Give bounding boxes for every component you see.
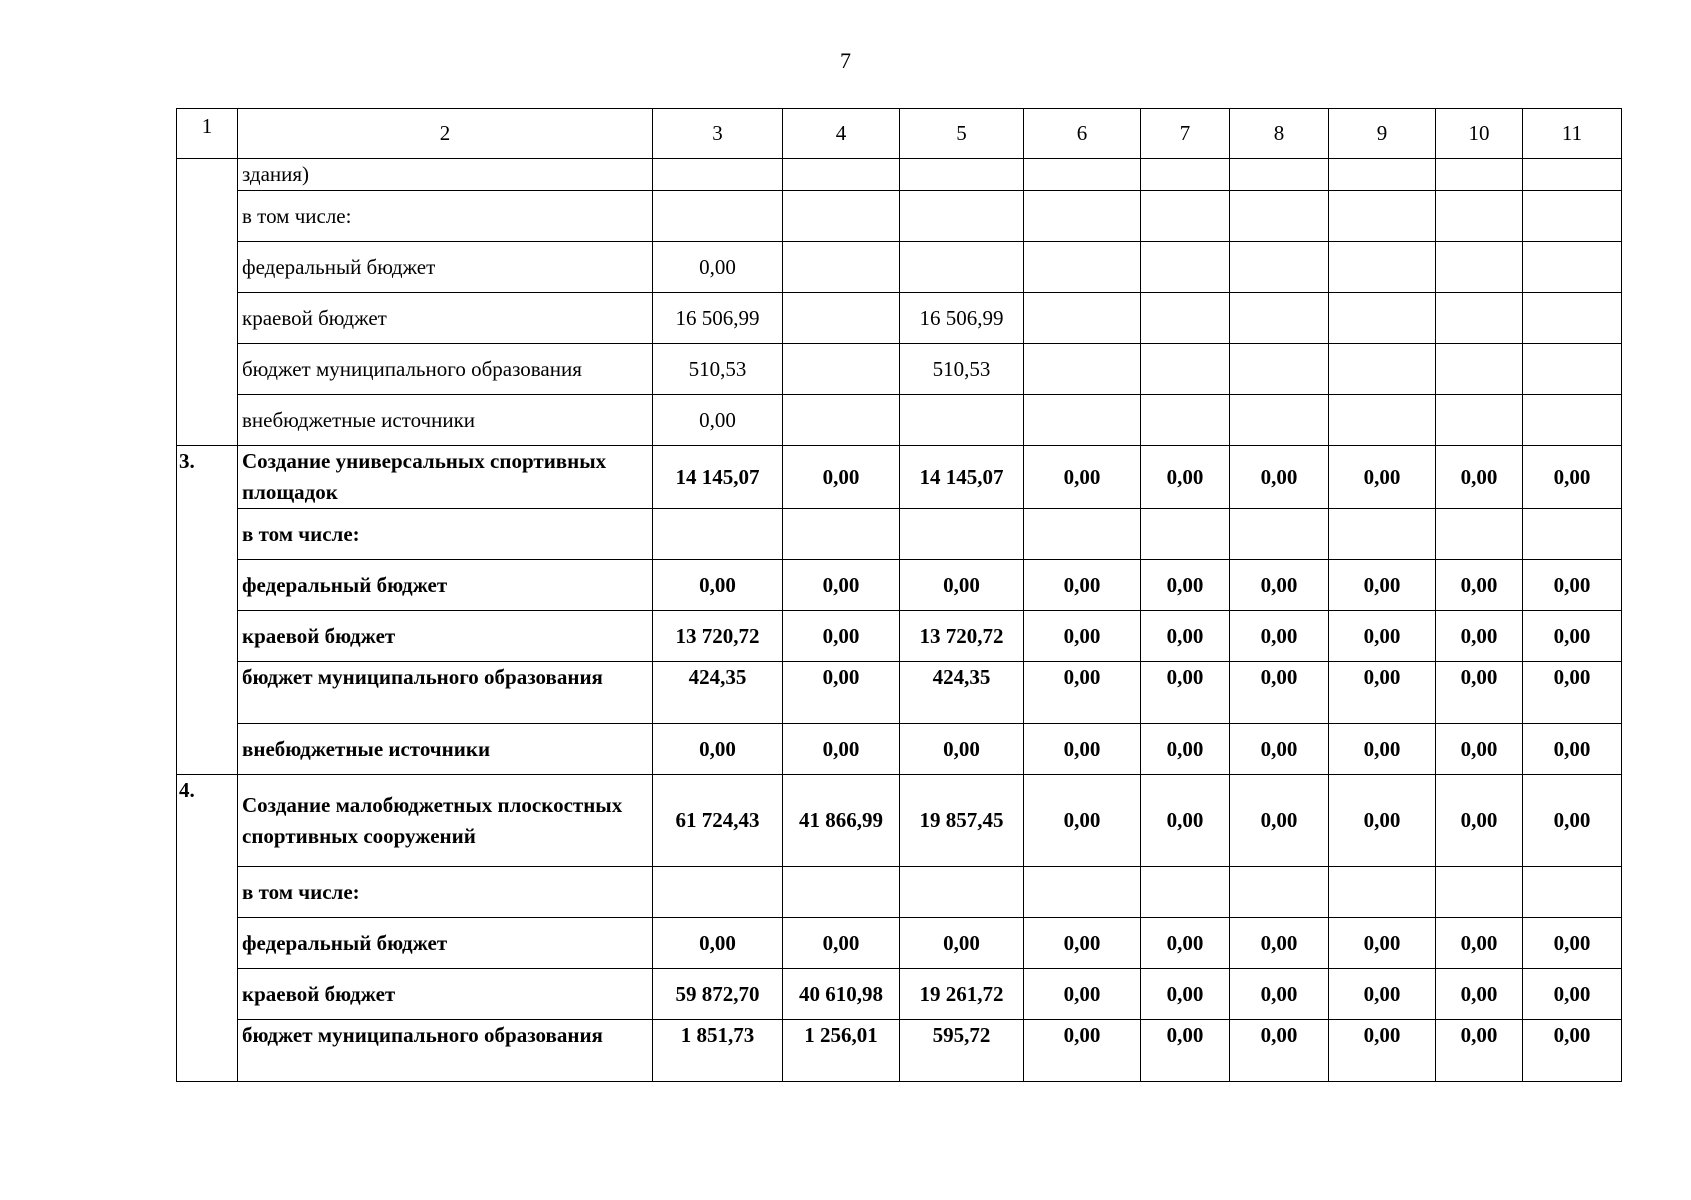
value-cell: 0,00 [1329,611,1436,662]
column-header: 8 [1230,109,1329,159]
value-cell: 0,00 [1523,969,1622,1020]
value-cell: 0,00 [900,918,1024,969]
value-cell [653,159,783,191]
value-cell [1230,867,1329,918]
column-header: 5 [900,109,1024,159]
value-cell: 0,00 [653,724,783,775]
value-cell: 41 866,99 [783,775,900,867]
value-cell [1329,191,1436,242]
value-cell: 595,72 [900,1020,1024,1082]
value-cell: 0,00 [1436,446,1523,509]
value-cell: 0,00 [1436,662,1523,724]
value-cell [1436,344,1523,395]
value-cell: 0,00 [1329,662,1436,724]
row-label: в том числе: [238,191,653,242]
table-row [177,242,1622,293]
value-cell [783,395,900,446]
value-cell [1141,293,1230,344]
value-cell: 0,00 [1436,611,1523,662]
value-cell: 0,00 [1141,446,1230,509]
value-cell [783,509,900,560]
value-cell: 0,00 [1024,969,1141,1020]
row-label: внебюджетные источники [238,724,653,775]
value-cell [783,344,900,395]
value-cell: 0,00 [1141,969,1230,1020]
value-cell [1436,395,1523,446]
value-cell: 0,00 [1523,918,1622,969]
value-cell: 0,00 [1329,446,1436,509]
value-cell [783,242,900,293]
value-cell [783,191,900,242]
value-cell: 14 145,07 [653,446,783,509]
value-cell [1523,293,1622,344]
value-cell [1024,293,1141,344]
value-cell: 0,00 [783,446,900,509]
value-cell: 0,00 [1024,446,1141,509]
value-cell [1329,293,1436,344]
column-header: 11 [1523,109,1622,159]
table-row [177,509,1622,560]
value-cell [1523,159,1622,191]
value-cell [1024,191,1141,242]
value-cell: 0,00 [653,242,783,293]
value-cell: 0,00 [1141,662,1230,724]
table-row [177,662,1622,724]
value-cell: 0,00 [1523,446,1622,509]
table-row [177,1020,1622,1082]
row-label: бюджет муниципального образования [238,344,653,395]
value-cell: 0,00 [1436,560,1523,611]
value-cell: 0,00 [1230,662,1329,724]
value-cell: 0,00 [900,560,1024,611]
value-cell: 510,53 [653,344,783,395]
value-cell [1230,293,1329,344]
table-row [177,344,1622,395]
value-cell: 0,00 [1230,724,1329,775]
value-cell: 0,00 [1523,560,1622,611]
value-cell [1523,191,1622,242]
value-cell: 0,00 [1024,611,1141,662]
value-cell [1436,159,1523,191]
value-cell [1436,293,1523,344]
row-label: внебюджетные источники [238,395,653,446]
value-cell: 14 145,07 [900,446,1024,509]
value-cell: 19 261,72 [900,969,1024,1020]
value-cell: 40 610,98 [783,969,900,1020]
table-row [177,159,1622,191]
value-cell [1523,509,1622,560]
value-cell [1141,395,1230,446]
value-cell: 16 506,99 [653,293,783,344]
value-cell [1141,242,1230,293]
value-cell: 0,00 [783,560,900,611]
row-index [177,159,238,446]
value-cell: 0,00 [1436,918,1523,969]
value-cell [653,509,783,560]
column-header: 7 [1141,109,1230,159]
table-row [177,560,1622,611]
value-cell [783,867,900,918]
table-row [177,724,1622,775]
column-header: 10 [1436,109,1523,159]
value-cell [783,159,900,191]
value-cell [900,395,1024,446]
table-row [177,191,1622,242]
row-label: здания) [238,159,653,191]
value-cell: 0,00 [1523,724,1622,775]
value-cell: 13 720,72 [900,611,1024,662]
value-cell: 0,00 [1436,969,1523,1020]
value-cell: 13 720,72 [653,611,783,662]
value-cell [1523,344,1622,395]
table-header-row [177,109,1622,159]
value-cell [1141,191,1230,242]
table-row [177,918,1622,969]
value-cell [1230,344,1329,395]
value-cell: 0,00 [1024,1020,1141,1082]
value-cell [1024,159,1141,191]
row-title: Создание малобюджетных плоскостных спортивных сооружений [238,775,653,867]
value-cell [900,867,1024,918]
row-label: бюджет муниципального образования [238,662,653,724]
value-cell [1230,242,1329,293]
value-cell [900,509,1024,560]
value-cell [1024,344,1141,395]
value-cell: 0,00 [653,918,783,969]
column-header: 9 [1329,109,1436,159]
value-cell: 0,00 [1230,969,1329,1020]
value-cell [1024,242,1141,293]
value-cell: 0,00 [1141,918,1230,969]
row-index: 4. [177,775,238,1082]
value-cell [1141,344,1230,395]
value-cell [1523,395,1622,446]
value-cell: 0,00 [1230,446,1329,509]
row-label: в том числе: [238,509,653,560]
table-row [177,446,1622,509]
value-cell [1436,509,1523,560]
value-cell [783,293,900,344]
value-cell: 0,00 [1329,1020,1436,1082]
value-cell: 0,00 [1141,775,1230,867]
value-cell [653,191,783,242]
row-title: Создание универсальных спортивных площадок [238,446,653,509]
value-cell: 0,00 [1436,775,1523,867]
value-cell: 1 851,73 [653,1020,783,1082]
column-header: 6 [1024,109,1141,159]
value-cell [1141,159,1230,191]
value-cell: 0,00 [783,662,900,724]
value-cell [1024,509,1141,560]
value-cell: 510,53 [900,344,1024,395]
value-cell: 0,00 [1024,724,1141,775]
column-header: 4 [783,109,900,159]
value-cell: 0,00 [1329,560,1436,611]
value-cell [1329,867,1436,918]
value-cell [1329,159,1436,191]
value-cell: 0,00 [1329,724,1436,775]
value-cell: 59 872,70 [653,969,783,1020]
value-cell: 0,00 [1436,1020,1523,1082]
value-cell [900,191,1024,242]
value-cell: 0,00 [1141,611,1230,662]
value-cell: 0,00 [1230,775,1329,867]
value-cell: 424,35 [900,662,1024,724]
value-cell [1024,395,1141,446]
value-cell: 0,00 [783,918,900,969]
row-label: федеральный бюджет [238,560,653,611]
value-cell: 0,00 [653,395,783,446]
table-row [177,395,1622,446]
column-header: 1 [177,109,238,159]
value-cell: 0,00 [1436,724,1523,775]
value-cell: 0,00 [900,724,1024,775]
row-label: в том числе: [238,867,653,918]
value-cell [900,159,1024,191]
column-header: 2 [238,109,653,159]
value-cell [1230,395,1329,446]
value-cell: 0,00 [1329,918,1436,969]
value-cell: 0,00 [1230,1020,1329,1082]
value-cell [653,867,783,918]
value-cell: 0,00 [1523,775,1622,867]
value-cell [1523,867,1622,918]
value-cell [1329,509,1436,560]
value-cell: 1 256,01 [783,1020,900,1082]
value-cell: 0,00 [1024,775,1141,867]
row-label: краевой бюджет [238,611,653,662]
value-cell [1329,344,1436,395]
table-row [177,293,1622,344]
value-cell [1230,509,1329,560]
value-cell: 0,00 [1523,662,1622,724]
value-cell [1329,395,1436,446]
row-index: 3. [177,446,238,775]
value-cell: 0,00 [1523,1020,1622,1082]
value-cell: 0,00 [1230,611,1329,662]
value-cell: 16 506,99 [900,293,1024,344]
value-cell [900,242,1024,293]
value-cell: 0,00 [1141,724,1230,775]
value-cell [1230,159,1329,191]
value-cell [1523,242,1622,293]
value-cell: 424,35 [653,662,783,724]
value-cell: 0,00 [1329,775,1436,867]
value-cell [1141,509,1230,560]
row-label: федеральный бюджет [238,242,653,293]
row-label: федеральный бюджет [238,918,653,969]
value-cell: 0,00 [1024,918,1141,969]
value-cell: 0,00 [783,724,900,775]
table-row [177,867,1622,918]
row-label: краевой бюджет [238,969,653,1020]
value-cell [1230,191,1329,242]
value-cell: 0,00 [1230,560,1329,611]
value-cell [1141,867,1230,918]
value-cell [1436,867,1523,918]
table-row [177,611,1622,662]
value-cell: 19 857,45 [900,775,1024,867]
page-number: 7 [840,48,851,73]
value-cell [1436,191,1523,242]
budget-table [176,108,1622,1082]
value-cell [1024,867,1141,918]
value-cell: 0,00 [1523,611,1622,662]
value-cell: 0,00 [1141,1020,1230,1082]
value-cell: 0,00 [1141,560,1230,611]
value-cell [1329,242,1436,293]
row-label: краевой бюджет [238,293,653,344]
value-cell: 0,00 [1024,560,1141,611]
value-cell: 0,00 [653,560,783,611]
value-cell: 0,00 [783,611,900,662]
value-cell: 61 724,43 [653,775,783,867]
value-cell: 0,00 [1329,969,1436,1020]
value-cell: 0,00 [1230,918,1329,969]
column-header: 3 [653,109,783,159]
table-row [177,969,1622,1020]
row-label: бюджет муниципального образования [238,1020,653,1082]
value-cell: 0,00 [1024,662,1141,724]
table-row [177,775,1622,867]
value-cell [1436,242,1523,293]
